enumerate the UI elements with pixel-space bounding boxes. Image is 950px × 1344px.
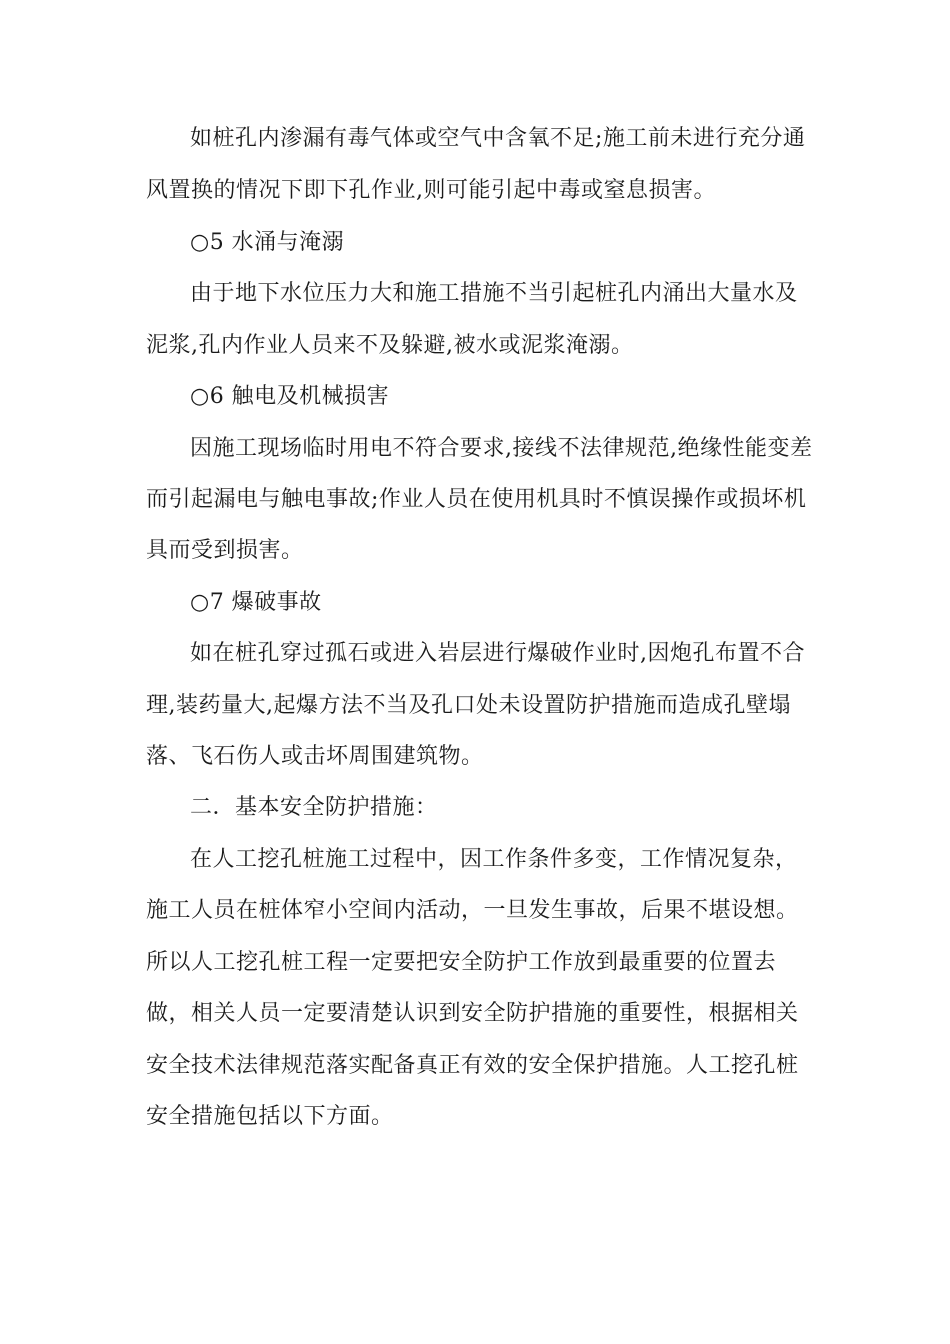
paragraph-line: 风置换的情况下即下孔作业,则可能引起中毒或窒息损害。 (146, 178, 716, 203)
section-heading: ○6 触电及机械损害 (190, 384, 390, 409)
paragraph-line: 安全措施包括以下方面。 (146, 1104, 394, 1129)
section-heading: 二．基本安全防护措施： (190, 795, 438, 820)
paragraph-line: 落、飞石伤人或击坏周围建筑物。 (146, 744, 484, 769)
paragraph-line: 如桩孔内渗漏有毒气体或空气中含氧不足;施工前未进行充分通 (190, 126, 806, 151)
paragraph-line: 如在桩孔穿过孤石或进入岩层进行爆破作业时,因炮孔布置不合 (190, 641, 805, 666)
paragraph-line: 由于地下水位压力大和施工措施不当引起桩孔内涌出大量水及 (190, 281, 798, 306)
paragraph-line: 做，相关人员一定要清楚认识到安全防护措施的重要性，根据相关 (146, 1001, 799, 1026)
paragraph-line: 因施工现场临时用电不符合要求,接线不法律规范,绝缘性能变差 (190, 436, 813, 461)
paragraph-line: 所以人工挖孔桩工程一定要把安全防护工作放到最重要的位置去 (146, 950, 777, 975)
paragraph-line: 施工人员在桩体窄小空间内活动，一旦发生事故，后果不堪设想。 (146, 898, 799, 923)
paragraph-line: 泥浆,孔内作业人员来不及躲避,被水或泥浆淹溺。 (146, 333, 634, 358)
paragraph-line: 而引起漏电与触电事故;作业人员在使用机具时不慎误操作或损坏机 (146, 487, 807, 512)
paragraph-line: 在人工挖孔桩施工过程中，因工作条件多变，工作情况复杂， (190, 847, 798, 872)
paragraph-line: 安全技术法律规范落实配备真正有效的安全保护措施。人工挖孔桩 (146, 1053, 799, 1078)
section-heading: ○5 水涌与淹溺 (190, 230, 345, 255)
paragraph-line: 具而受到损害。 (146, 538, 304, 563)
paragraph-line: 理,装药量大,起爆方法不当及孔口处未设置防护措施而造成孔壁塌 (146, 693, 791, 718)
section-heading: ○7 爆破事故 (190, 590, 322, 615)
